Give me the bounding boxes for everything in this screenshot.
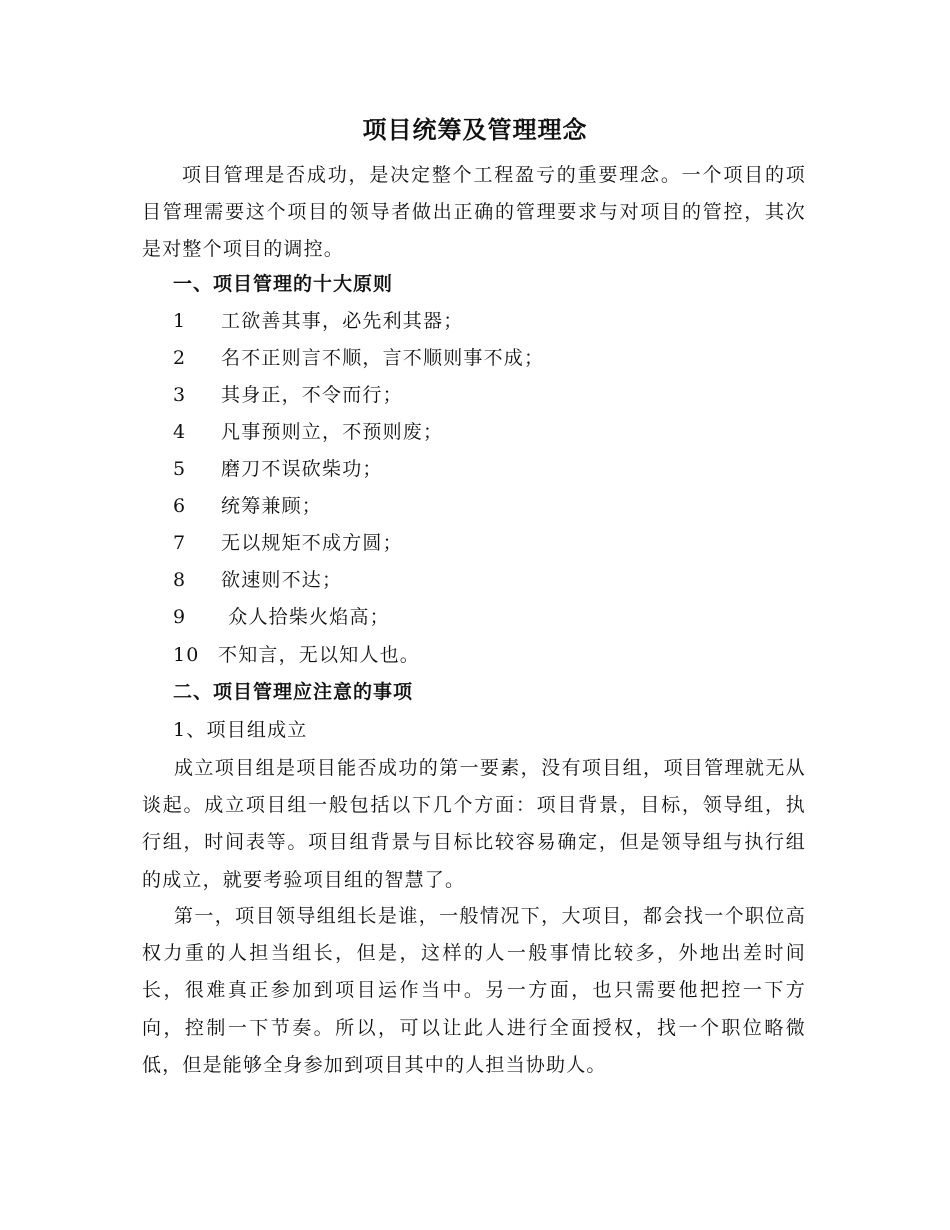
intro-paragraph: 项目管理是否成功，是决定整个工程盈亏的重要理念。一个项目的项目管理需要这个项目的领导者做出正确的管理要求与对项目的管控，其次是对整个项目的调控。 xyxy=(142,164,806,261)
principle-text: 其身正，不令而行； xyxy=(221,384,403,406)
principle-text: 统筹兼顾； xyxy=(221,495,323,517)
principle-item-2 xyxy=(173,340,544,377)
principle-item-3 xyxy=(173,377,403,414)
principle-item-1 xyxy=(173,303,463,340)
principle-text: 工欲善其事，必先利其器； xyxy=(221,310,464,332)
principle-number: 10 xyxy=(173,644,200,666)
principle-item-9 xyxy=(173,599,390,636)
principle-number: 1 xyxy=(173,310,187,332)
principle-item-8 xyxy=(173,562,342,599)
principle-text: 凡事预则立，不预则废； xyxy=(221,421,444,443)
principle-item-10 xyxy=(173,637,420,674)
principle-number: 7 xyxy=(173,532,187,554)
principle-item-5 xyxy=(173,451,383,488)
principle-text: 欲速则不达； xyxy=(221,569,343,591)
section-2-heading: 二、项目管理应注意的事项 xyxy=(173,681,414,703)
section-2-subheading: 1、项目组成立 xyxy=(173,719,308,741)
principle-number: 6 xyxy=(173,495,187,517)
principle-number: 4 xyxy=(173,421,187,443)
principle-number: 8 xyxy=(173,569,187,591)
principle-item-7 xyxy=(173,525,403,562)
principle-number: 3 xyxy=(173,384,187,406)
leader-paragraph: 第一，项目领导组组长是谁，一般情况下，大项目，都会找一个职位高权力重的人担当组长，但是，这样的人一般事情比较多，外地出差时间长，很难真正参加到项目运作当中。另一方面，也只需要他把控一下方向，控制一下节奏。所以，可以让此人进行全面授权，找一个职位略微低，但是能够全身参加到项目其中的人担当协助人。 xyxy=(142,905,806,1076)
section-1-heading: 一、项目管理的十大原则 xyxy=(173,273,394,295)
principle-item-4 xyxy=(173,414,443,451)
principle-text: 众人拾柴火焰高； xyxy=(221,606,390,628)
project-team-paragraph: 成立项目组是项目能否成功的第一要素，没有项目组，项目管理就无从谈起。成立项目组一般包括以下几个方面：项目背景，目标，领导组，执行组，时间表等。项目组背景与目标比较容易确定，但是领导组与执行组的成立，就要考验项目组的智慧了。 xyxy=(142,757,806,891)
principle-text: 不知言，无以知人也。 xyxy=(218,644,421,666)
principle-text: 名不正则言不顺，言不顺则事不成； xyxy=(221,347,545,369)
principle-number: 5 xyxy=(173,458,187,480)
principle-text: 无以规矩不成方圆； xyxy=(221,532,403,554)
principle-text: 磨刀不误砍柴功； xyxy=(221,458,383,480)
principle-item-6 xyxy=(173,488,322,525)
document-title: 项目统筹及管理理念 xyxy=(362,115,588,144)
principle-number: 2 xyxy=(173,347,187,369)
principle-number: 9 xyxy=(173,606,187,628)
